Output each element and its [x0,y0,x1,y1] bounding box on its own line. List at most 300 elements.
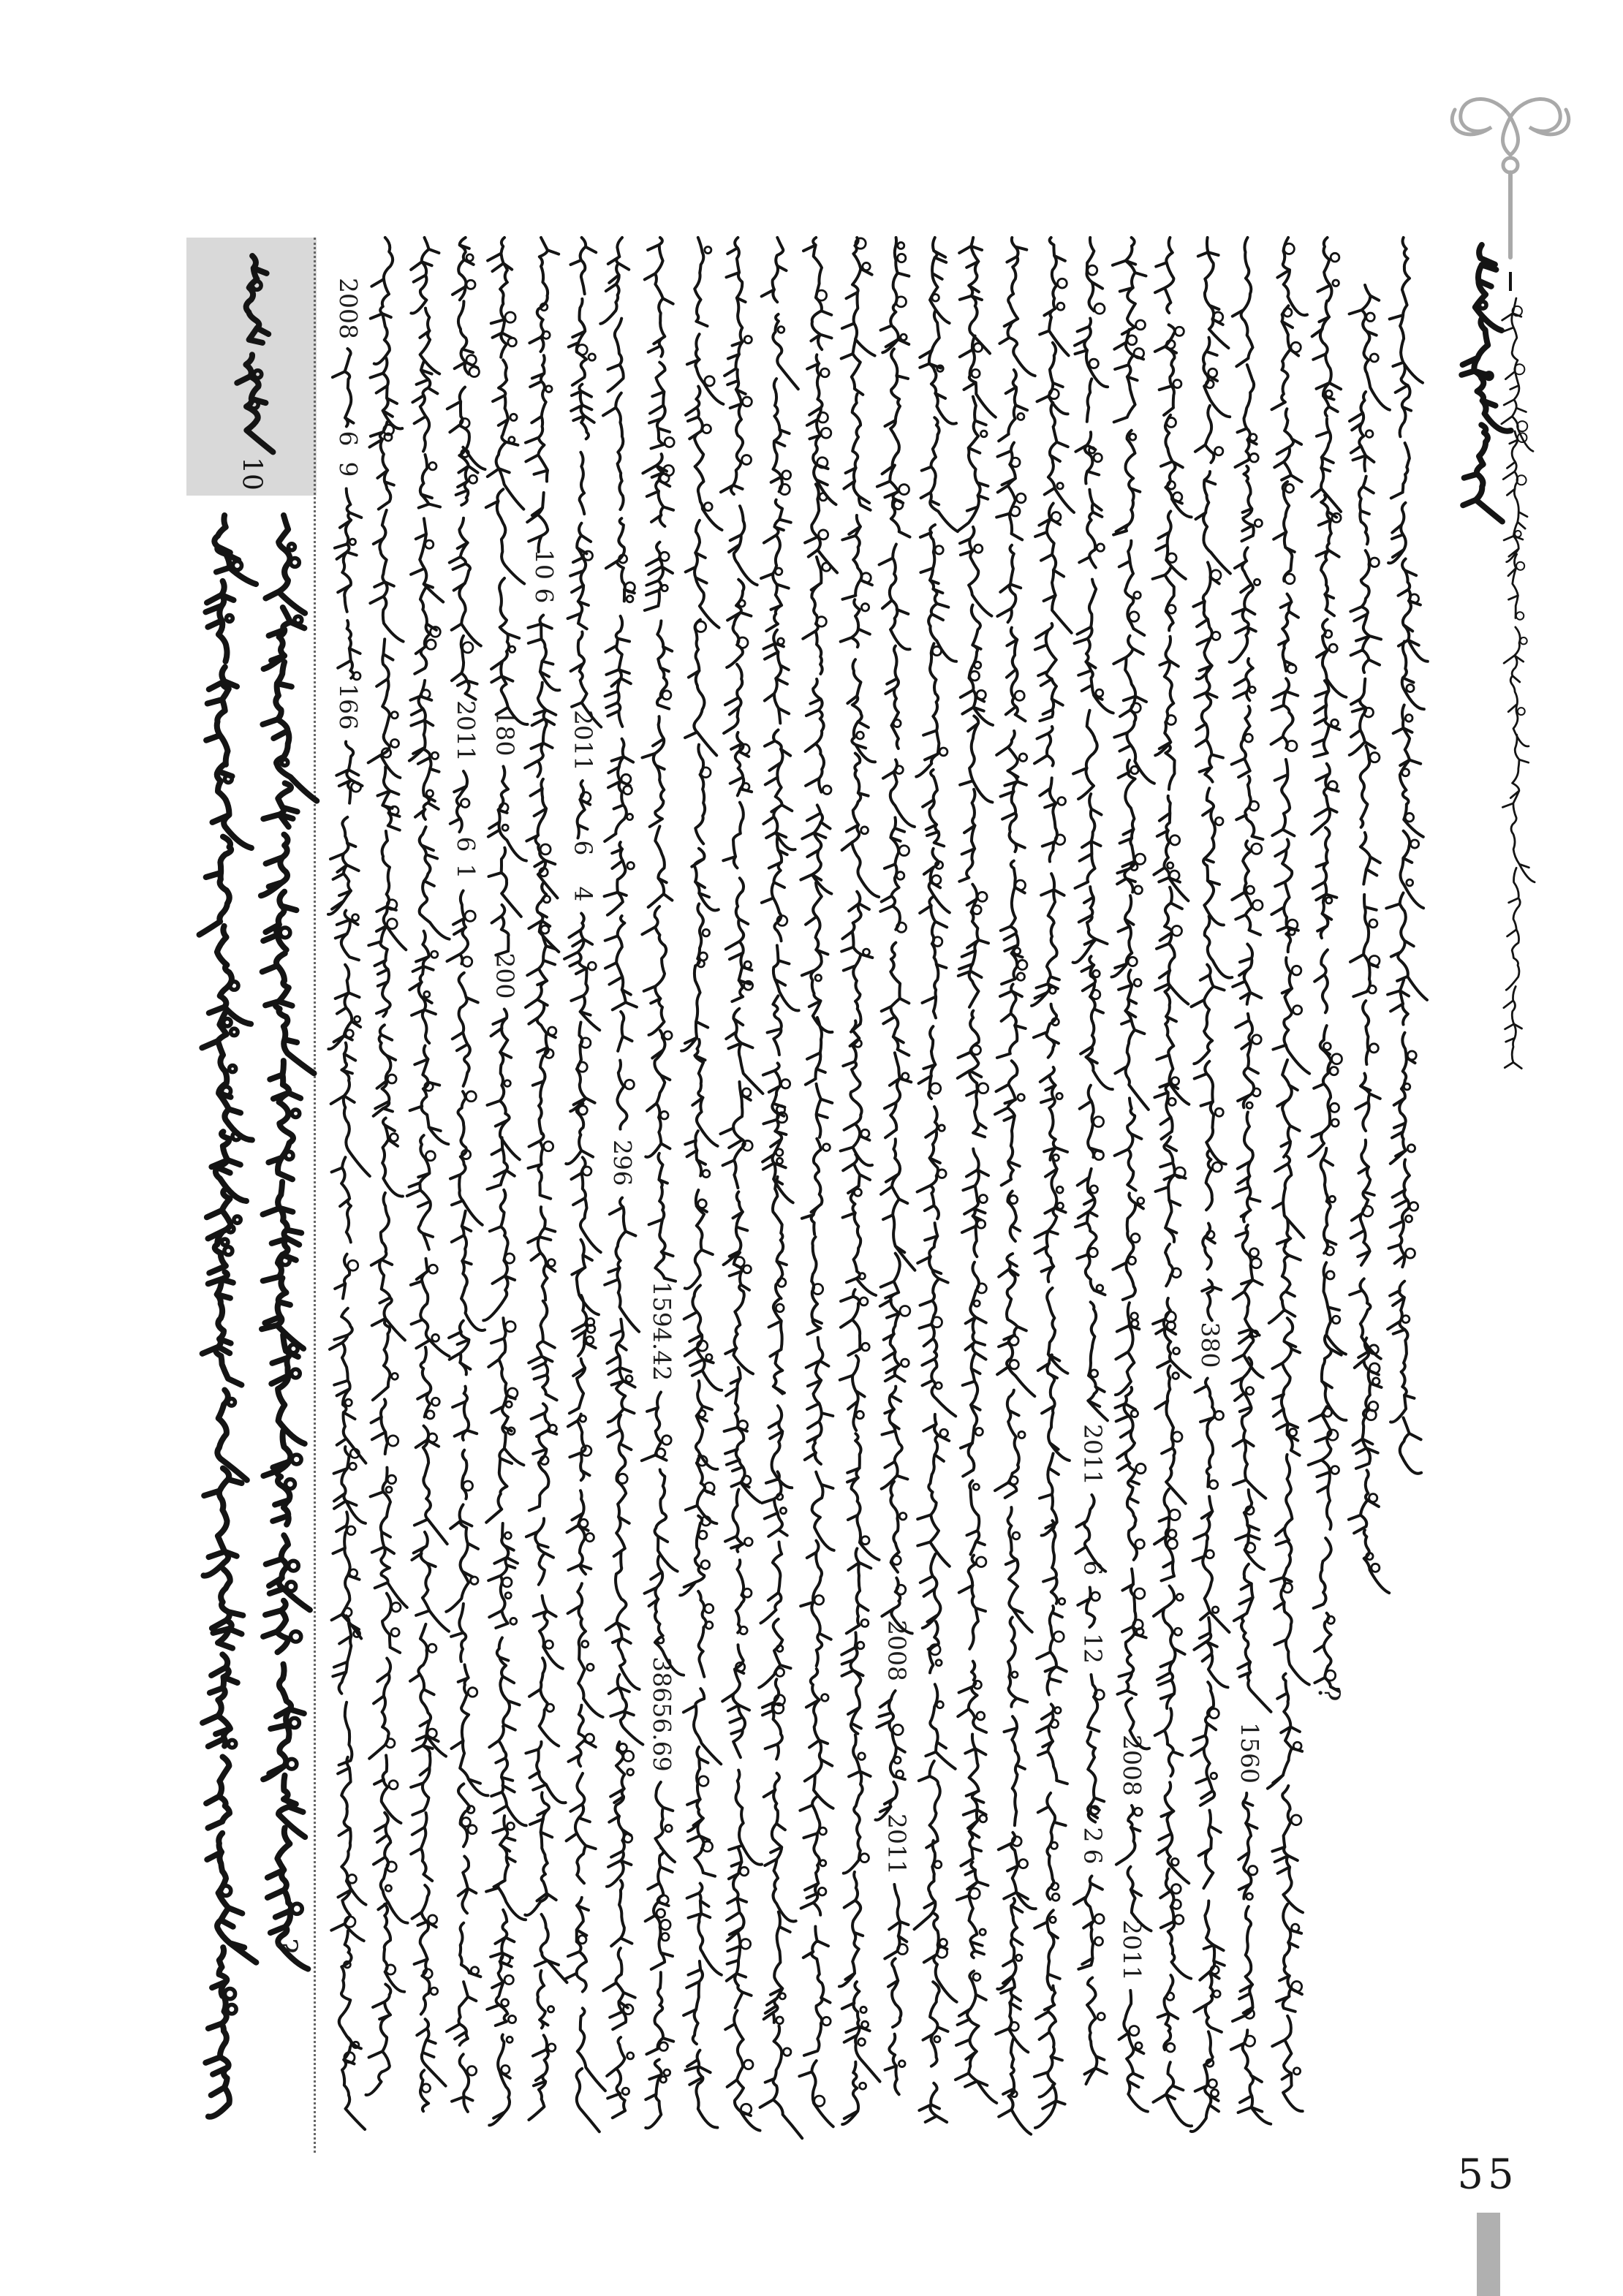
mongol-word [817,1084,833,1137]
mongol-word [371,1468,407,1607]
mongol-word [489,1727,526,1826]
mongol-letter-loop [424,991,430,997]
mongol-word [569,299,586,385]
mongol-word [1272,1786,1303,1912]
mongol-letter-loop [860,1297,868,1306]
mongol-letter-loop [1138,1197,1144,1204]
mongol-word [930,238,950,323]
mongol-word [885,646,898,749]
mongol-letter-loop [1136,320,1146,330]
mongol-word [606,518,635,601]
mongol-letter-loop [295,616,302,624]
mongol-word [805,1338,833,1464]
mongol-letter-loop [280,928,290,938]
mongol-letter-loop [254,371,261,378]
mongol-word [842,238,875,356]
mongol-letter-loop [662,1933,669,1941]
mongol-letter-loop [820,1827,827,1835]
mongol-letter-loop [661,1920,670,1929]
mongol-letter-loop [659,2042,668,2051]
mongol-word [605,616,631,727]
mongol-letter-loop [975,662,981,668]
mongol-letter-loop [1168,605,1176,613]
mongol-word [529,615,560,691]
inline-numeral: 4 [569,886,598,902]
mongol-word [996,443,1022,540]
mongol-letter-loop [231,1028,238,1035]
question-mark: ? [1312,1686,1345,1702]
mongol-word [961,1344,986,1476]
mongol-word [885,2034,899,2095]
mongol-word [1350,895,1378,996]
mongol-word [411,1813,432,1881]
mongol-word [268,1061,300,1179]
mongol-letter-loop [548,1027,556,1035]
mongol-letter-loop [426,1411,434,1419]
mongol-letter-loop [1097,2013,1105,2020]
mongol-letter-loop [1212,1607,1218,1613]
mongol-letter-loop [1325,897,1331,903]
mongol-word [412,362,437,452]
mongol-letter-loop [289,1561,299,1571]
mongol-letter-loop [505,1593,511,1599]
mongol-word [526,1518,553,1585]
mongol-word [643,716,665,827]
mongol-letter-loop [1053,1632,1064,1642]
mongol-word [919,1761,940,1848]
mongol-letter-loop [860,2083,866,2089]
mongol-word [452,1664,488,1795]
mongol-word [497,1637,520,1729]
mongol-word [999,370,1027,441]
mongol-letter-loop [856,732,863,739]
mongol-word [1192,965,1225,1064]
mongol-word [1236,1112,1260,1221]
mongol-word [919,2083,947,2122]
mongol-letter-loop [861,1537,869,1545]
mongol-word [1233,1906,1253,2021]
mongol-letter-loop [662,691,671,700]
mongol-word [773,945,799,1010]
mongol-word [263,783,297,827]
mongol-letter-loop [980,1815,987,1822]
mongol-word [645,238,673,357]
mongol-word [371,1399,387,1454]
mongol-letter-loop [1131,766,1138,773]
mongol-word [695,745,705,844]
mongol-word [261,835,288,896]
mongol-word [841,341,863,395]
mongol-letter-loop [1332,1054,1342,1064]
mongol-word [1006,628,1026,721]
mongol-letter-loop [1131,1234,1140,1243]
mongol-word [762,1471,787,1537]
mongol-word [206,667,237,765]
mongol-word [492,905,509,955]
mongol-letter-loop [932,295,939,301]
mongol-letter-loop [1214,1990,1220,1997]
mongol-letter-loop [1291,1815,1301,1825]
mongol-word [605,916,637,1009]
mongol-letter-loop [972,369,980,377]
mongol-word [698,1591,706,1677]
mongol-letter-loop [287,1759,297,1769]
mongol-word [1351,1140,1374,1265]
mongol-letter-loop [228,1740,235,1747]
mongol-word [763,730,795,850]
mongol-word [1154,1085,1172,1140]
mongol-letter-loop [697,961,704,967]
mongol-letter-loop [860,1854,869,1863]
mongol-letter-loop [705,246,711,253]
mongol-letter-loop [1248,1866,1257,1875]
mongol-letter-loop [624,786,632,795]
mongol-letter-loop [1246,1102,1252,1108]
inline-numeral: 6 [334,431,363,447]
mongol-letter-loop [1372,1564,1380,1572]
mongol-word [841,892,872,1032]
mongol-word [330,1308,366,1463]
mongol-word [685,620,716,756]
mongol-letter-loop [466,280,475,289]
mongol-letter-loop [1369,1044,1378,1053]
mongol-word [1079,490,1102,568]
mongol-word [1390,238,1423,383]
mongol-letter-loop [662,585,667,591]
mongol-letter-loop [778,638,784,645]
mongol-letter-loop [660,1111,668,1119]
mongol-letter-loop [1131,863,1138,870]
mongol-letter-loop [1325,390,1332,397]
mongol-word [458,1857,477,1914]
mongol-word [1314,950,1328,1012]
mongol-letter-loop [857,1642,864,1649]
mongol-letter-loop [1168,1098,1176,1105]
mongol-letter-loop [1168,1530,1176,1538]
mongol-word [1045,403,1074,512]
mongol-word [527,493,548,552]
mongol-word [603,1948,635,2029]
mongol-word [680,1516,704,1596]
mongol-word [1116,1387,1136,1471]
mongol-letter-loop [464,1481,473,1490]
inline-numeral: 6 [608,1170,638,1186]
mongol-word [328,817,359,914]
mongol-letter-loop [1252,901,1263,911]
mongol-letter-loop [622,2088,629,2094]
mongol-letter-loop [627,862,635,869]
mongol-word [729,1770,762,1865]
mongol-letter-loop [469,367,480,377]
mongol-letter-loop [1051,512,1061,522]
mongol-letter-loop [1407,879,1413,886]
mongol-word [1364,1530,1390,1593]
mongol-word [336,911,359,961]
mongol-word [759,1619,790,1688]
mongol-letter-loop [627,596,633,602]
mongol-word [580,452,585,514]
mongol-word [1233,944,1261,1004]
mongol-letter-loop [588,962,596,970]
mongol-letter-loop [428,1433,437,1442]
mongol-letter-loop [1325,1670,1336,1681]
mongol-letter-loop [463,643,473,653]
mongol-word [1361,746,1370,827]
mongol-letter-loop [224,776,232,783]
mongol-word [1274,482,1295,581]
mongol-word [572,1157,601,1252]
mongol-letter-loop [387,1475,396,1483]
mongol-word [687,334,724,404]
mongol-letter-loop [1292,966,1301,975]
mongol-word [842,2062,858,2124]
mongol-letter-loop [286,1479,295,1489]
inline-numeral: 38656.69 [647,1656,676,1772]
mongol-letter-loop [1010,1195,1018,1203]
mongol-letter-loop [1056,1186,1063,1193]
mongol-letter-loop [1018,1094,1024,1101]
mongol-letter-loop [234,1216,241,1223]
mongol-word [419,455,440,508]
mongol-word [450,518,481,646]
mongol-letter-loop [586,1336,594,1344]
mongol-word [1035,624,1063,721]
inline-numeral: 2011 [451,700,480,762]
mongol-word [528,1207,555,1300]
mongol-word [1195,1379,1215,1487]
mongol-letter-loop [1094,1117,1104,1127]
mongol-letter-loop [931,1083,941,1094]
mongol-word [339,1931,361,2049]
inline-numeral: 6 [451,836,480,852]
mongol-letter-loop [1323,1043,1331,1050]
mongol-letter-loop [1092,1592,1100,1601]
mongol-word [726,878,752,1001]
mongol-letter-loop [391,1629,399,1637]
mongol-letter-loop [858,1753,866,1760]
mongol-letter-loop [504,1080,511,1087]
mongol-letter-loop [1049,988,1056,994]
mongol-letter-loop [657,1449,665,1458]
mongol-letter-loop [281,759,288,766]
mongol-letter-loop [783,2048,790,2056]
mongol-letter-loop [815,975,821,981]
mongol-word [642,1393,667,1461]
mongol-letter-loop [1331,253,1339,262]
mongol-letter-loop [508,338,517,346]
mongol-word [453,1387,477,1440]
mongol-word [608,1415,631,1556]
mongol-word [371,1193,405,1341]
mongol-word [960,716,992,803]
mongol-word [879,545,910,650]
mongol-letter-loop [743,397,752,406]
mongol-word [525,683,556,777]
mongol-letter-loop [1208,2080,1217,2088]
mongol-word [1113,431,1140,535]
mongol-word [263,1601,288,1653]
inline-numeral: 9 [334,461,363,477]
mongol-letter-loop [744,2060,753,2069]
mongol-letter-loop [432,1398,440,1406]
mongol-letter-loop [1057,483,1063,489]
mongol-letter-loop [355,1016,360,1022]
mongol-letter-loop [703,425,711,433]
mongol-word [957,1862,988,1958]
mongol-letter-loop [461,1818,470,1827]
mongol-letter-loop [660,552,669,561]
mongol-letter-loop [1094,303,1105,314]
mongol-word [926,1684,955,1769]
mongol-word [646,1031,670,1157]
mongol-letter-loop [627,1769,634,1776]
mongol-word [995,1390,1019,1498]
mongol-letter-loop [627,2053,634,2059]
mongol-word [646,2060,661,2129]
mongol-word [684,1961,703,2044]
mongol-word [841,599,870,647]
mongol-letter-loop [352,914,359,921]
mongol-word [1355,1074,1380,1132]
mongol-word [1078,580,1097,634]
mongol-letter-loop [545,386,552,393]
mongol-word [410,1046,449,1145]
mongol-letter-loop [1167,417,1176,427]
mongol-letter-loop [389,1781,398,1789]
mongol-letter-loop [980,431,987,437]
mongol-word [338,621,360,678]
mongol-letter-loop [742,1088,750,1096]
mongol-letter-loop [901,1359,909,1367]
inline-numeral: 2011 [1078,1424,1108,1485]
mongol-letter-loop [822,1694,829,1702]
mongol-word [262,662,317,801]
mongol-letter-loop [1019,1860,1028,1868]
mongol-letter-loop [1252,1035,1262,1045]
mongol-word [1274,409,1301,482]
mongol-letter-loop [1370,753,1380,762]
mongol-letter-loop [504,1975,513,1984]
mongol-word [802,883,833,1032]
mongol-letter-loop [1254,579,1260,585]
mongol-word [525,1792,556,1915]
mongol-letter-loop [1056,1093,1062,1099]
mongol-letter-loop [347,1526,355,1535]
mongol-letter-loop [861,604,869,611]
mongol-letter-loop [896,872,904,880]
mongol-letter-loop [580,1416,586,1422]
mongol-letter-loop [970,671,980,681]
mongol-letter-loop [468,1688,477,1697]
mongol-word [489,2035,510,2126]
mongol-letter-loop [1331,719,1339,727]
mongol-word [1088,1675,1100,1732]
mongol-word [1117,760,1135,893]
mongol-word [1155,1708,1183,1776]
mongol-letter-loop [578,1106,587,1115]
mongol-word [1203,788,1224,925]
mongol-letter-loop [1173,380,1181,388]
mongol-word [649,363,670,449]
mongol-word [1195,1061,1226,1164]
inline-numeral: 6 [1078,1560,1108,1576]
mongol-letter-loop [1249,686,1255,692]
mongol-letter-loop [388,1436,398,1446]
mongol-letter-loop [1407,1051,1416,1060]
mongol-letter-loop [232,561,241,570]
mongol-word [333,349,354,426]
mongol-letter-loop [1134,592,1140,599]
mongol-letter-loop [290,558,299,567]
mongol-word [1006,1507,1032,1632]
mongol-letter-loop [1134,979,1141,986]
mongol-letter-loop [939,1939,947,1947]
mongol-word [1153,1298,1190,1377]
mongol-word [920,1293,956,1417]
mongol-word [211,1132,246,1201]
mongol-word [333,1616,359,1694]
mongol-letter-loop [626,1376,632,1382]
mongol-word [1035,504,1072,633]
mongol-letter-loop [224,1019,231,1026]
mongol-letter-loop [776,1158,782,1164]
mongol-word [799,2061,833,2126]
mongol-letter-loop [939,1125,945,1131]
mongol-word [1005,1716,1025,1825]
mongol-letter-loop [900,1306,910,1316]
mongol-word [1154,2062,1192,2126]
mongol-word [1075,794,1102,888]
mongol-letter-loop [1405,715,1412,722]
mongol-word [1400,1417,1421,1473]
mongol-letter-loop [230,982,238,990]
mongol-letter-loop [1333,280,1339,287]
mongol-letter-loop [861,1620,869,1627]
mongol-word [1309,1026,1331,1156]
mongol-letter-loop [432,1334,439,1341]
mongol-word [1118,1569,1146,1694]
mongol-letter-loop [1090,1186,1097,1193]
mongol-letter-loop [580,1519,588,1527]
mongol-letter-loop [583,1167,591,1175]
mongol-letter-loop [1369,1494,1377,1502]
mongol-word [1075,628,1113,713]
mongol-letter-loop [1173,1348,1180,1355]
mongol-letter-loop [543,896,550,903]
mongol-word [997,984,1026,1058]
mongol-word [725,1252,753,1374]
mongol-letter-loop [1244,734,1252,742]
mongol-letter-loop [577,345,587,355]
mongol-word [486,1450,512,1523]
mongol-letter-loop [1518,708,1525,715]
mongol-word [1035,2085,1065,2128]
mongol-letter-loop [1010,1336,1019,1346]
mongol-word [203,1654,238,1746]
mongol-letter-loop [1052,1894,1059,1901]
inline-numeral: 2011 [1118,1920,1146,1981]
mongol-word [844,394,870,510]
mongol-letter-loop [1050,1917,1056,1922]
mongol-word [725,1490,743,1552]
mongol-letter-loop [1134,886,1142,894]
mongol-letter-loop [972,1045,981,1055]
mongol-letter-loop [935,546,943,554]
mongol-letter-loop [744,1538,752,1546]
mongol-word [1504,627,1529,746]
mongol-word [1503,431,1527,562]
mongol-letter-loop [1520,637,1526,644]
